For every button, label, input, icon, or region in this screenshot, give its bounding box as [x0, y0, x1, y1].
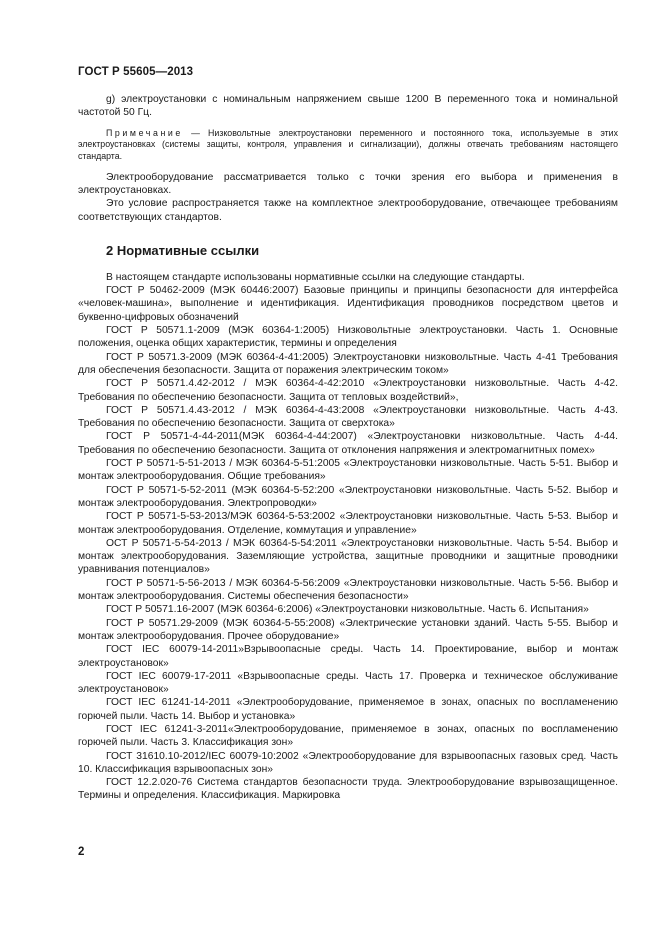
reference-item: ГОСТ Р 50571.4.43-2012 / МЭК 60364-4-43:2008 «Электроустановки низковольтные. Часть 4-43. Требования по обеспечению безопасности. Защита от сверхтока» [78, 404, 618, 430]
reference-item: ГОСТ Р 50571-4-44-2011(МЭК 60364-4-44:2007) «Электроустановки низковольтные. Часть 4-44. Требования по обеспечению безопасности. Защита от отклонения напряжения и электромагнитных помех» [78, 431, 618, 456]
reference-item: ГОСТ Р 50571-5-53-2013/МЭК 60364-5-53:2002 «Электроустановки низковольтные. Часть 5-53. Выбор и монтаж электрооборудования. Отделение, коммутация и управление» [78, 511, 618, 536]
reference-item: ГОСТ 12.2.020-76 Система стандартов безопасности труда. Электрооборудование взрывозащищенное. Термины и определения. Классификация. Маркировка [78, 777, 618, 802]
document-header: ГОСТ Р 55605—2013 [78, 66, 194, 78]
reference-item: ГОСТ IEC 60079-17-2011 «Взрывоопасные среды. Часть 17. Проверка и техническое обслуживание электроустановок» [78, 670, 618, 696]
reference-item: ГОСТ Р 50571-5-56-2013 / МЭК 60364-5-56:2009 «Электроустановки низковольтные. Часть 5-56. Выбор и монтаж электрооборудования. Системы обеспечения безопасности» [78, 577, 618, 603]
references-list [78, 271, 618, 803]
reference-item: ГОСТ Р 50571.1-2009 (МЭК 60364-1:2005) Низковольтные электроустановки. Часть 1. Основные положения, оценка общих характеристик, термины и определения [78, 325, 618, 350]
note-paragraph [78, 128, 618, 163]
reference-item: ОСТ Р 50571-5-54-2013 / МЭК 60364-5-54:2011 «Электроустановки низковольтные. Часть 5-54. Выбор и монтаж электрооборудования. Заземляющие устройства, защитные проводники и защитные проводники уравнивания потенциалов» [78, 537, 618, 576]
paragraph: Электрооборудование рассматривается только с точки зрения его выбора и применения в электроустановках. [78, 171, 618, 196]
reference-item: ГОСТ Р 50571.29-2009 (МЭК 60364-5-55:2008) «Электрические установки зданий. Часть 5-55. Выбор и монтаж электрооборудования. Прочее оборудование» [78, 617, 618, 642]
document-body [78, 93, 618, 803]
note-label: Примечание [106, 127, 183, 138]
section-intro: В настоящем стандарте использованы нормативные ссылки на следующие стандарты. [106, 271, 525, 283]
list-item-g: g) электроустановки с номинальным напряжением свыше 1200 В переменного тока и номинальной частотой 50 Гц. [78, 94, 618, 119]
reference-item: ГОСТ Р 50571-5-51-2013 / МЭК 60364-5-51:2005 «Электроустановки низковольтные. Часть 5-51. Выбор и монтаж электрооборудования. Общие требования» [78, 458, 618, 483]
reference-item: ГОСТ Р 50571.4.42-2012 / МЭК 60364-4-42:2010 «Электроустановки низковольтные. Часть 4-42. Требования по обеспечению безопасности. Защита от тепловых воздействий», [78, 378, 618, 403]
reference-item: ГОСТ 31610.10-2012/IEC 60079-10:2002 «Электрооборудование для взрывоопасных газовых сред. Часть 10. Классификация взрывоопасных зон» [78, 750, 618, 775]
paragraph: Это условие распространяется также на комплектное электрооборудование, отвечающее требованиям соответствующих стандартов. [78, 198, 618, 223]
reference-item: ГОСТ IEC 60079-14-2011»Взрывоопасные среды. Часть 14. Проектирование, выбор и монтаж электроустановок» [78, 644, 618, 669]
reference-item: ГОСТ Р 50571.16-2007 (МЭК 60364-6:2006) «Электроустановки низковольтные. Часть 6. Испытания» [106, 604, 589, 616]
section-heading: 2 Нормативные ссылки [106, 242, 260, 258]
reference-item: ГОСТ IEC 61241-14-2011 «Электрооборудование, применяемое в зонах, опасных по воспламенению горючей пыли. Часть 14. Выбор и установка» [78, 697, 618, 722]
note-text: — Низковольтные электроустановки переменного и постоянного тока, используемые в этих электроустановках (системы защиты, контроля, управления и сигнализации), должны отвечать требованиям настоящего стандарта. [78, 127, 618, 161]
reference-item: ГОСТ Р 50571.3-2009 (МЭК 60364-4-41:2005) Электроустановки низковольтные. Часть 4-41 Требования для обеспечения безопасности. Защита от поражения электрическим током» [78, 351, 618, 376]
page-number: 2 [78, 846, 85, 858]
reference-item: ГОСТ Р 50571-5-52-2011 (МЭК 60364-5-52:200 «Электроустановки низковольтные. Часть 5-52. Выбор и монтаж электрооборудования. Электропроводки» [78, 484, 618, 509]
reference-item: ГОСТ Р 50462-2009 (МЭК 60446:2007) Базовые принципы и принципы безопасности для интерфейса «человек-машина», выполнение и идентификация. Идентификация проводников посредством цветов и буквенно-цифровых обозначений [78, 285, 618, 323]
reference-item: ГОСТ IEC 61241-3-2011«Электрооборудование, применяемое в зонах, опасных по воспламенению горючей пыли. Часть 3. Классификация зон» [78, 723, 618, 749]
